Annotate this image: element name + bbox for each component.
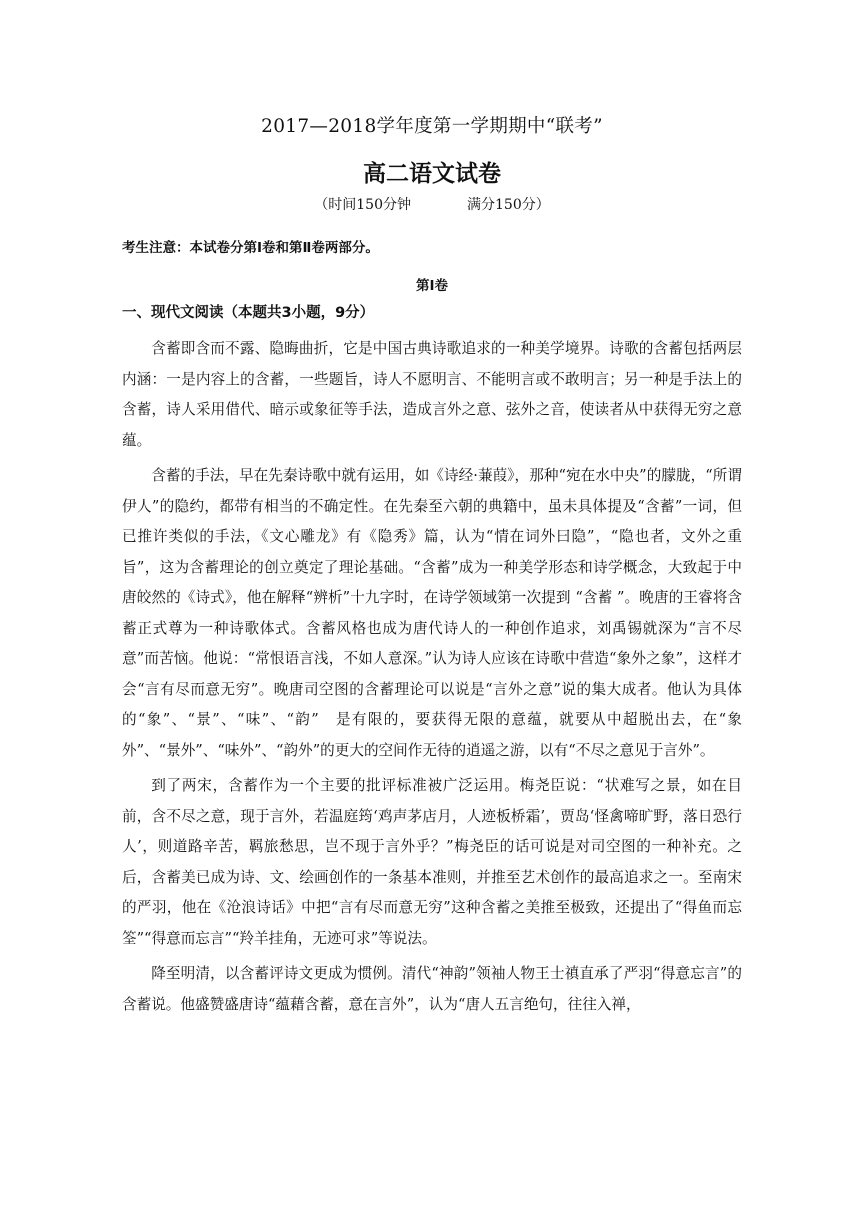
- time-limit: （时间150分钟: [314, 197, 411, 213]
- paragraph-4: 降至明清，以含蓄评诗文更成为惯例。清代“神韵”领袖人物王士禛直承了严羽“得意忘言”的含蓄说。他盛赞盛唐诗“蕴藉含蓄，意在言外”，认为“唐人五言绝句，往往入禅，: [122, 965, 742, 1013]
- candidate-notice: 考生注意：本试卷分第Ⅰ卷和第Ⅱ卷两部分。: [122, 240, 379, 256]
- full-score: 满分150分）: [467, 197, 550, 213]
- volume-heading: 第Ⅰ卷: [415, 278, 449, 294]
- paragraph-2: 含蓄的手法，早在先秦诗歌中就有运用，如《诗经·蒹葭》，那种“宛在水中央”的朦胧，“所谓伊人”的隐约，都带有相当的不确定性。在先秦至六朝的典籍中，虽未具体提及“含蓄”一词，但已推许类似的手法，《文心雕龙》有《隐秀》篇，认为“情在词外曰隐”，“隐也者，文外之重旨”，这为含蓄理论的创立奠定了理论基础。“含蓄”成为一种美学形态和诗学概念，大致起于中唐皎然的《诗式》，他在解释“辨析”十九字时，在诗学领域第一次提到 “含蓄 ”。晚唐的王睿将含蓄正式尊为一种诗歌体式。含蓄风格也成为唐代诗人的一种创作追求，刘禹锡就深为“言不尽意”而苦恼。他说：“常恨语言浅，不如人意深。”认为诗人应该在诗歌中营造“象外之象”，这样才会“言有尽而意无穷”。晚唐司空图的含蓄理论可以说是“言外之意”说的集大成者。他认为具体的“象”、“景”、“味”、“韵” 是有限的，要获得无限的意蕴，就要从中超脱出去，在“象外”、“景外”、“味外”、“韵外”的更大的空间作无待的逍遥之游，以有“不尽之意见于言外”。: [122, 467, 742, 759]
- exam-subtitle: 高二语文试卷: [363, 161, 501, 187]
- exam-title: 2017—2018学年度第一学期期中“联考”: [261, 116, 603, 137]
- section-heading: 一、现代文阅读（本题共3小题，9分）: [122, 305, 375, 321]
- time-score-info: [122, 194, 742, 216]
- paragraph-3: 到了两宋，含蓄作为一个主要的批评标准被广泛运用。梅尧臣说：“状难写之景，如在目前，含不尽之意，现于言外，若温庭筠‘鸡声茅店月，人迹板桥霜’，贾岛‘怪禽啼旷野，落日恐行人’，则道路辛苦，羁旅愁思，岂不现于言外乎？”梅尧臣的话可说是对司空图的一种补充。之后，含蓄美已成为诗、文、绘画创作的一条基本准则，并推至艺术创作的最高追求之一。至南宋的严羽，他在《沧浪诗话》中把“言有尽而意无穷”这种含蓄之美推至极致，还提出了“得鱼而忘筌”“得意而忘言”“羚羊挂角，无迹可求”等说法。: [122, 777, 742, 947]
- paragraph-1: 含蓄即含而不露、隐晦曲折，它是中国古典诗歌追求的一种美学境界。诗歌的含蓄包括两层内涵：一是内容上的含蓄，一些题旨，诗人不愿明言、不能明言或不敢明言；另一种是手法上的含蓄，诗人采用借代、暗示或象征等手法，造成言外之意、弦外之音，使读者从中获得无穷之意蕴。: [122, 340, 742, 449]
